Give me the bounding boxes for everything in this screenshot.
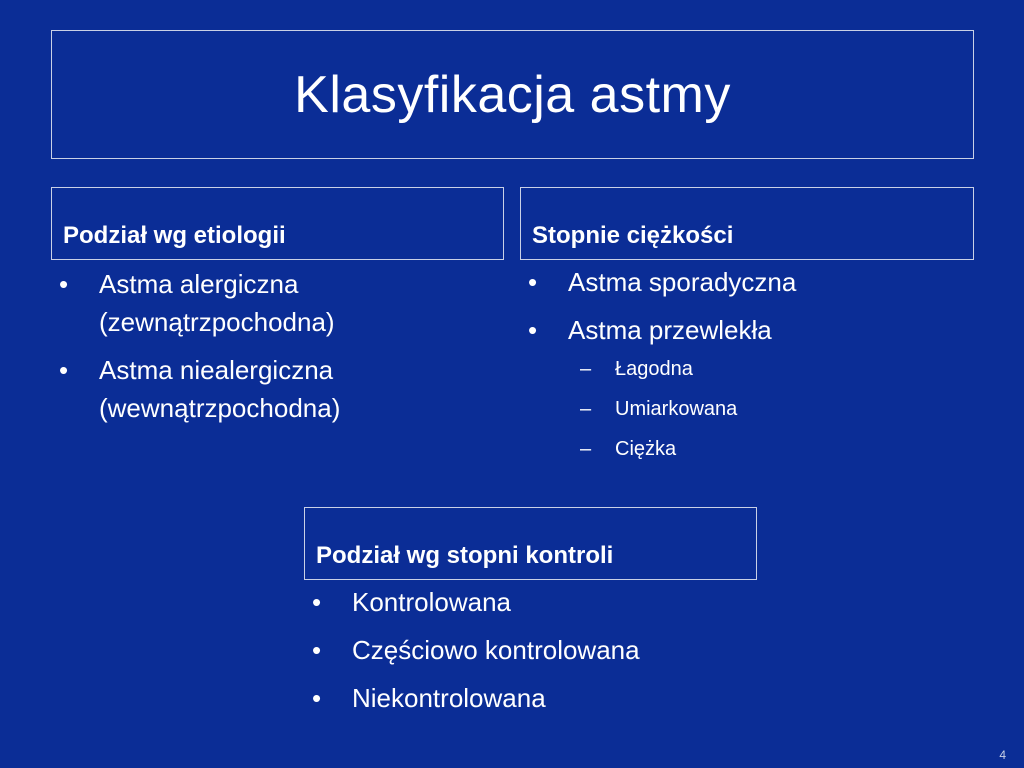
bullet-icon: • (59, 269, 69, 299)
heading-control: Podział wg stopni kontroli (316, 542, 614, 569)
list-item (304, 583, 757, 621)
list-item (51, 351, 504, 427)
heading-severity: Stopnie ciężkości (532, 222, 734, 249)
bullet-icon: • (528, 267, 538, 297)
list-item-text: Astma sporadyczna (568, 267, 797, 297)
list-item-text: Niekontrolowana (352, 683, 546, 713)
list-item (51, 265, 504, 341)
sub-list-item-text: Umiarkowana (615, 398, 738, 420)
title-box (51, 30, 974, 159)
list-item (520, 311, 974, 349)
list-item (304, 679, 757, 717)
sub-list-item (520, 429, 974, 469)
slide-title: Klasyfikacja astmy (294, 65, 731, 124)
list-item-text: Częściowo kontrolowana (352, 635, 640, 665)
sub-list-item-text: Łagodna (615, 358, 693, 380)
bullet-icon: • (528, 315, 538, 345)
list-item (304, 631, 757, 669)
list-item-text: Astma niealergiczna (99, 355, 334, 385)
sub-list-item (520, 389, 974, 429)
list-severity (520, 263, 974, 469)
dash-icon: – (580, 438, 592, 460)
heading-box-severity (520, 187, 974, 260)
bullet-icon: • (312, 635, 322, 665)
list-item-text: Astma alergiczna (99, 269, 299, 299)
bullet-icon: • (312, 587, 322, 617)
bullet-icon: • (312, 683, 322, 713)
list-item-text-cont: (wewnątrzpochodna) (99, 393, 341, 423)
heading-etiology: Podział wg etiologii (63, 222, 286, 249)
bullet-icon: • (59, 355, 69, 385)
sub-list-item-text: Ciężka (615, 438, 677, 460)
list-item (520, 263, 974, 301)
dash-icon: – (580, 398, 592, 420)
list-etiology (51, 265, 504, 427)
list-item-text: Kontrolowana (352, 587, 511, 617)
heading-box-etiology (51, 187, 504, 260)
list-item-text: Astma przewlekła (568, 315, 772, 345)
dash-icon: – (580, 358, 592, 380)
sub-list-item (520, 349, 974, 389)
slide-number: 4 (999, 748, 1006, 762)
heading-box-control (304, 507, 757, 580)
list-control (304, 583, 757, 717)
list-item-text-cont: (zewnątrzpochodna) (99, 307, 335, 337)
